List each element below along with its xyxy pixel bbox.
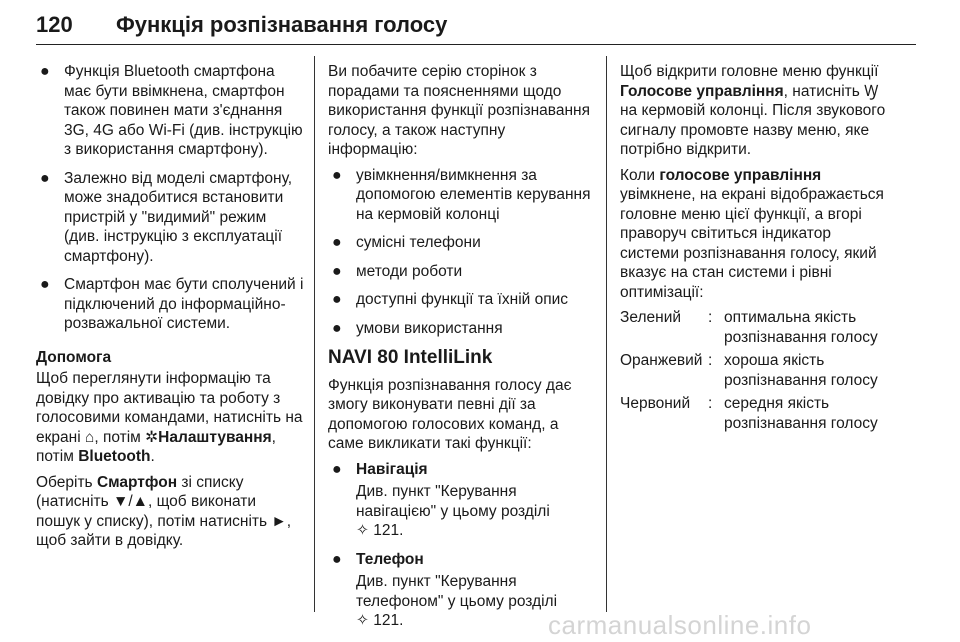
nav-item-title: Навігація	[356, 460, 428, 478]
status-table	[620, 308, 892, 437]
list-item: ● Смартфон має бути сполучений і підключений до інформаційно-розважальної системи.	[40, 276, 304, 332]
intro-paragraph: Ви побачите серію сторінок з порадами та поясненнями щодо використання функції розпізнавання голосу, а також наступну інформацію:	[328, 63, 590, 158]
column-divider-2	[606, 56, 607, 612]
table-row: Зелений : оптимальна якість розпізнавання голосу	[620, 309, 878, 346]
column-1	[36, 62, 304, 557]
home-icon: ⌂	[84, 428, 95, 446]
list-item: ● Телефон Див. пункт "Керування телефоном" у цьому розділі ✧ 121.	[328, 550, 594, 631]
list-item: ● методи роботи	[332, 262, 463, 280]
status-paragraph: Коли голосове управління увімкнене, на екрані відображається головне меню цієї функції, а вгорі праворуч світиться індикатор системи розпізнавання голосу, який вказує на стан системи і рівні оптимізації:	[620, 166, 884, 301]
page-number: 120	[36, 12, 73, 37]
watermark: carmanualsonline.info	[548, 610, 812, 640]
phone-item-ref: ✧ 121.	[356, 612, 404, 629]
list-item: ● увімкнення/вимкнення за допомогою елементів керування на кермовій колонці	[332, 166, 591, 223]
list-item: ● Функція Bluetooth смартфона має бути ввімкнена, смартфон також повинен мати з'єднання 3G, 4G або Wi-Fi (див. інструкцію з використання смартфону).	[40, 63, 303, 158]
table-row: Оранжевий : хороша якість розпізнавання голосу	[620, 352, 878, 389]
help-heading: Допомога	[36, 348, 112, 366]
column-3	[620, 62, 892, 437]
select-paragraph: Оберіть Смартфон зі списку (натисніть ▼/▲, щоб виконати пошук у списку), потім натисніть ►, щоб зайти в довідку.	[36, 473, 292, 549]
phone-item-title: Телефон	[356, 550, 424, 568]
help-paragraph: Щоб переглянути інформацію та довідку про активацію та роботу з голосовими командами, натисніть на екрані ⌂, потім ✲Налаштування, потім Bluetooth.	[36, 370, 303, 465]
column-2	[328, 62, 594, 640]
nav-item-ref: ✧ 121.	[356, 522, 404, 539]
page-title: Функція розпізнавання голосу	[116, 12, 448, 37]
column-divider-1	[314, 56, 315, 612]
voice-control-icon: Ꝡ	[864, 82, 879, 100]
list-item: ● сумісні телефони	[332, 234, 481, 251]
list-item: ● Залежно від моделі смартфону, може знадобитися встановити пристрій у "видимий" режим (див. інструкцію з експлуатації смартфону).	[40, 169, 293, 265]
settings-label: Налаштування	[158, 428, 272, 446]
page-header	[36, 8, 916, 45]
open-menu-paragraph: Щоб відкрити головне меню функції Голосове управління, натисніть Ꝡ на кермовій колонці. Після звукового сигналу промовте назву меню, яке потрібно відкрити.	[620, 63, 886, 158]
table-row: Червоний : середня якість розпізнавання голосу	[620, 395, 878, 432]
navi-intro: Функція розпізнавання голосу дає змогу виконувати певні дії за допомогою голосових команд, а саме викликати такі функції:	[328, 376, 572, 452]
list-item: ● умови використання	[332, 319, 503, 337]
gear-icon: ✲	[145, 428, 159, 446]
list-item: ● доступні функції та їхній опис	[332, 291, 569, 308]
navi-heading: NAVI 80 IntelliLink	[328, 347, 493, 368]
smartphone-label: Смартфон	[96, 473, 178, 491]
bluetooth-label: Bluetooth	[78, 448, 151, 465]
list-item: ● Навігація Див. пункт "Керування навігацією" у цьому розділі ✧ 121.	[328, 460, 594, 541]
